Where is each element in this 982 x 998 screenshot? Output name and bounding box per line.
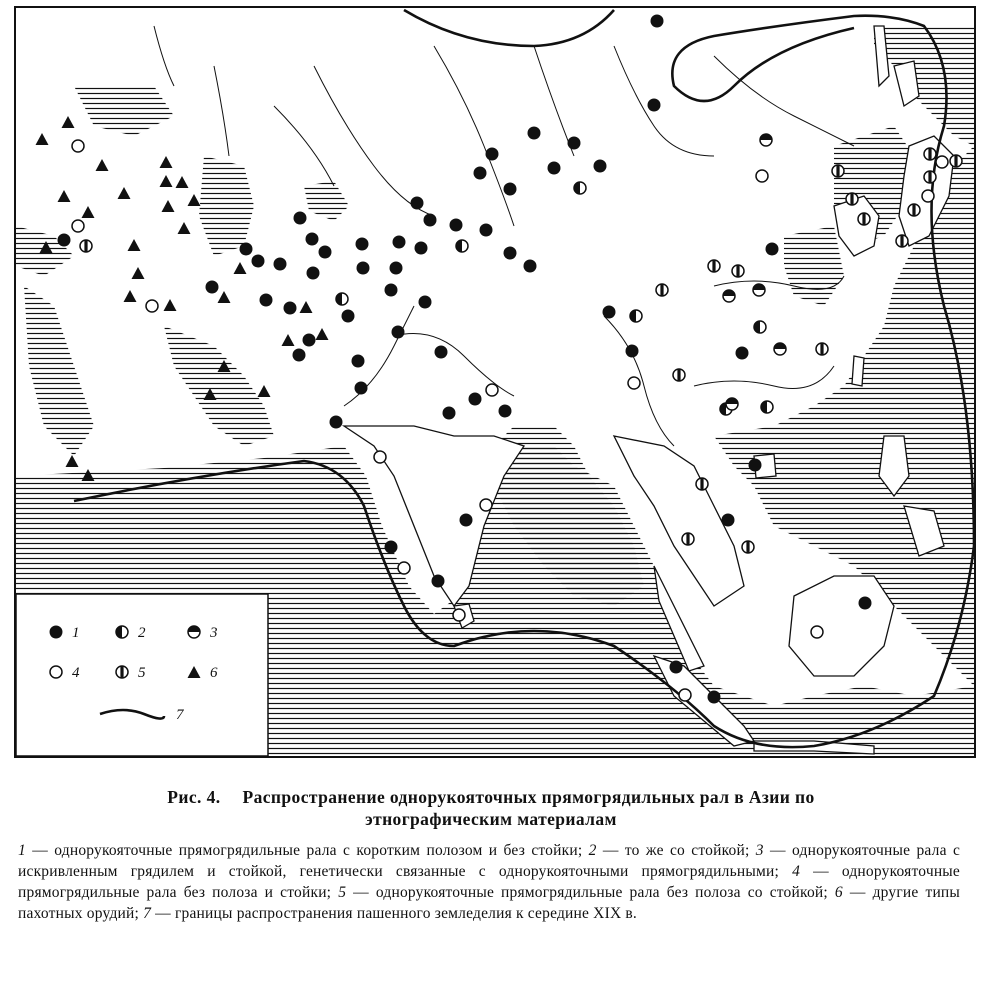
legend-label-1: 1: [72, 625, 80, 641]
caption-item-text: однорукояточные прямогрядильные рала с коротким полозом и без стойки;: [54, 842, 583, 859]
figure-caption: [0, 786, 982, 924]
caption-item-num: 2: [588, 842, 597, 859]
caption-item-text: однорукояточные прямогрядильные рала без полоза и стойки;: [18, 863, 961, 901]
caption-legend-text: [18, 840, 960, 924]
caption-item-text: другие типы пахотных орудий;: [18, 884, 961, 922]
legend-label-7: 7: [176, 707, 184, 723]
caption-item-num: 6: [834, 884, 843, 901]
caption-item-num: 4: [792, 863, 801, 880]
caption-item-text: то же со стойкой;: [624, 842, 750, 859]
caption-item-num: 7: [143, 905, 152, 922]
legend-label-4: 4: [72, 665, 80, 681]
map-frame: [14, 6, 976, 758]
caption-item-text: границы распространения пашенного земледелия к середине XIX в.: [174, 905, 638, 922]
dash: —: [849, 884, 866, 901]
legend-label-6: 6: [210, 665, 218, 681]
dash: —: [813, 863, 829, 880]
caption-item-num: 5: [338, 884, 347, 901]
figure-number: Рис. 4.: [167, 787, 221, 807]
caption-title-line2: этнографическим материалам: [365, 809, 617, 829]
caption-item-text: однорукояточные рала с искривленным грядилем и стойкой, генетически связанные с однорукояточными прямогрядильными;: [18, 842, 961, 880]
dash: —: [602, 842, 619, 859]
legend-label-3: 3: [210, 625, 218, 641]
legend: [16, 594, 268, 756]
dash: —: [155, 905, 171, 922]
caption-title: [20, 786, 962, 830]
dash: —: [353, 884, 369, 901]
legend-label-2: 2: [138, 625, 146, 641]
legend-label-5: 5: [138, 665, 146, 681]
caption-item-num: 1: [18, 842, 26, 859]
caption-item-text: однорукояточные прямогрядильные рала без полоза со стойкой;: [375, 884, 828, 901]
dash: —: [770, 842, 786, 859]
dash: —: [32, 842, 48, 859]
caption-item-num: 3: [755, 842, 764, 859]
caption-title-line1: Распространение однорукояточных прямогрядильных рал в Азии по: [242, 787, 815, 807]
asia-map: [14, 6, 976, 758]
